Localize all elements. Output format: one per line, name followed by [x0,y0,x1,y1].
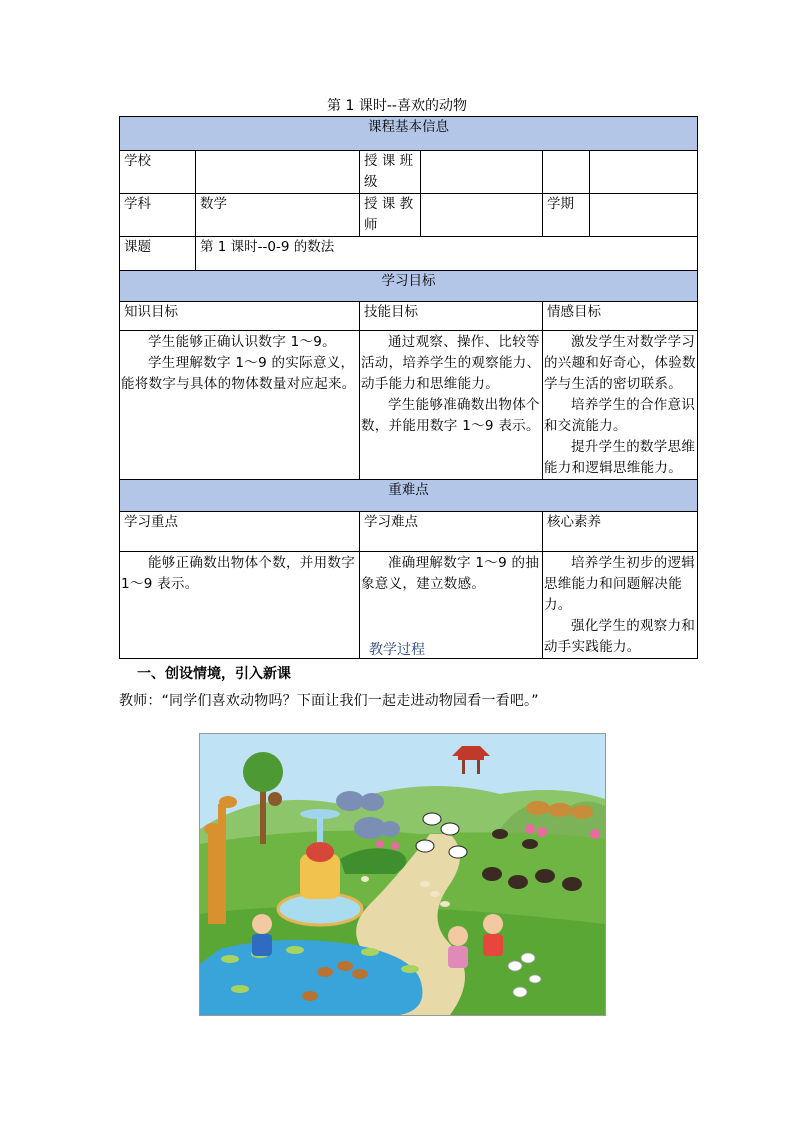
school-label: 学校 [120,151,196,194]
emotion-goal-3: 提升学生的数学思维能力和逻辑思维能力。 [544,439,696,476]
skill-goal-2: 学生能够准确数出物体个数，并能用数字 1～9 表示。 [361,397,540,434]
girl-icon [448,926,468,968]
header-emotion-goal: 情感目标 [543,302,698,331]
band-key-points: 重难点 [120,480,698,512]
header-skill-goal: 技能目标 [360,302,543,331]
class-value [421,151,543,194]
knowledge-goal-2: 学生理解数字 1～9 的实际意义，能将数字与具体的物体数量对应起来。 [121,355,356,392]
topic-value: 第 1 课时--0-9 的数法 [196,237,698,271]
knowledge-goal-1: 学生能够正确认识数字 1～9。 [148,334,336,350]
term-label: 学期 [543,194,590,237]
step-heading: 一、创设情境，引入新课 [137,666,291,682]
zoo-illustration [199,733,606,1016]
empty-cell [590,151,698,194]
document-title: 第 1 课时--喜欢的动物 [327,98,467,114]
term-value [590,194,698,237]
knowledge-goal-cell [120,331,360,480]
band-learning-goals: 学习目标 [120,271,698,302]
topic-label: 课题 [120,237,196,271]
teacher-dialogue: 教师：“同学们喜欢动物吗？下面让我们一起走进动物园看一看吧。” [119,693,539,709]
header-knowledge-goal: 知识目标 [120,302,360,331]
empty-cell [543,151,590,194]
emotion-goal-1: 激发学生对数学学习的兴趣和好奇心，体验数学与生活的密切联系。 [544,334,696,392]
band-course-info: 课程基本信息 [120,117,698,151]
lesson-plan-table [119,116,698,659]
difficulty-text: 准确理解数字 1～9 的抽象意义，建立数感。 [361,555,540,592]
teacher-label: 授 课 教 师 [360,194,421,237]
emotion-goal-cell [543,331,698,480]
class-label: 授 课 班 级 [360,151,421,194]
teacher-value [421,194,543,237]
subject-value: 数学 [196,194,360,237]
boy-icon [252,914,272,956]
header-difficulty: 学习难点 [360,512,543,552]
emotion-goal-2: 培养学生的合作意识和交流能力。 [544,397,696,434]
monkey-icon [268,792,282,806]
header-literacy: 核心素养 [543,512,698,552]
literacy-text-2: 强化学生的观察力和动手实践能力。 [544,618,696,655]
skill-goal-1: 通过观察、操作、比较等活动，培养学生的观察能力、动手能力和思维能力。 [361,334,541,392]
focus-text: 能够正确数出物体个数，并用数字 1～9 表示。 [121,555,355,592]
section-title-teaching-process: 教学过程 [369,642,425,658]
skill-goal-cell [360,331,543,480]
school-value [196,151,360,194]
girl-icon [483,914,503,956]
header-focus: 学习重点 [120,512,360,552]
subject-label: 学科 [120,194,196,237]
literacy-text-1: 培养学生初步的逻辑思维能力和问题解决能力。 [544,555,696,613]
